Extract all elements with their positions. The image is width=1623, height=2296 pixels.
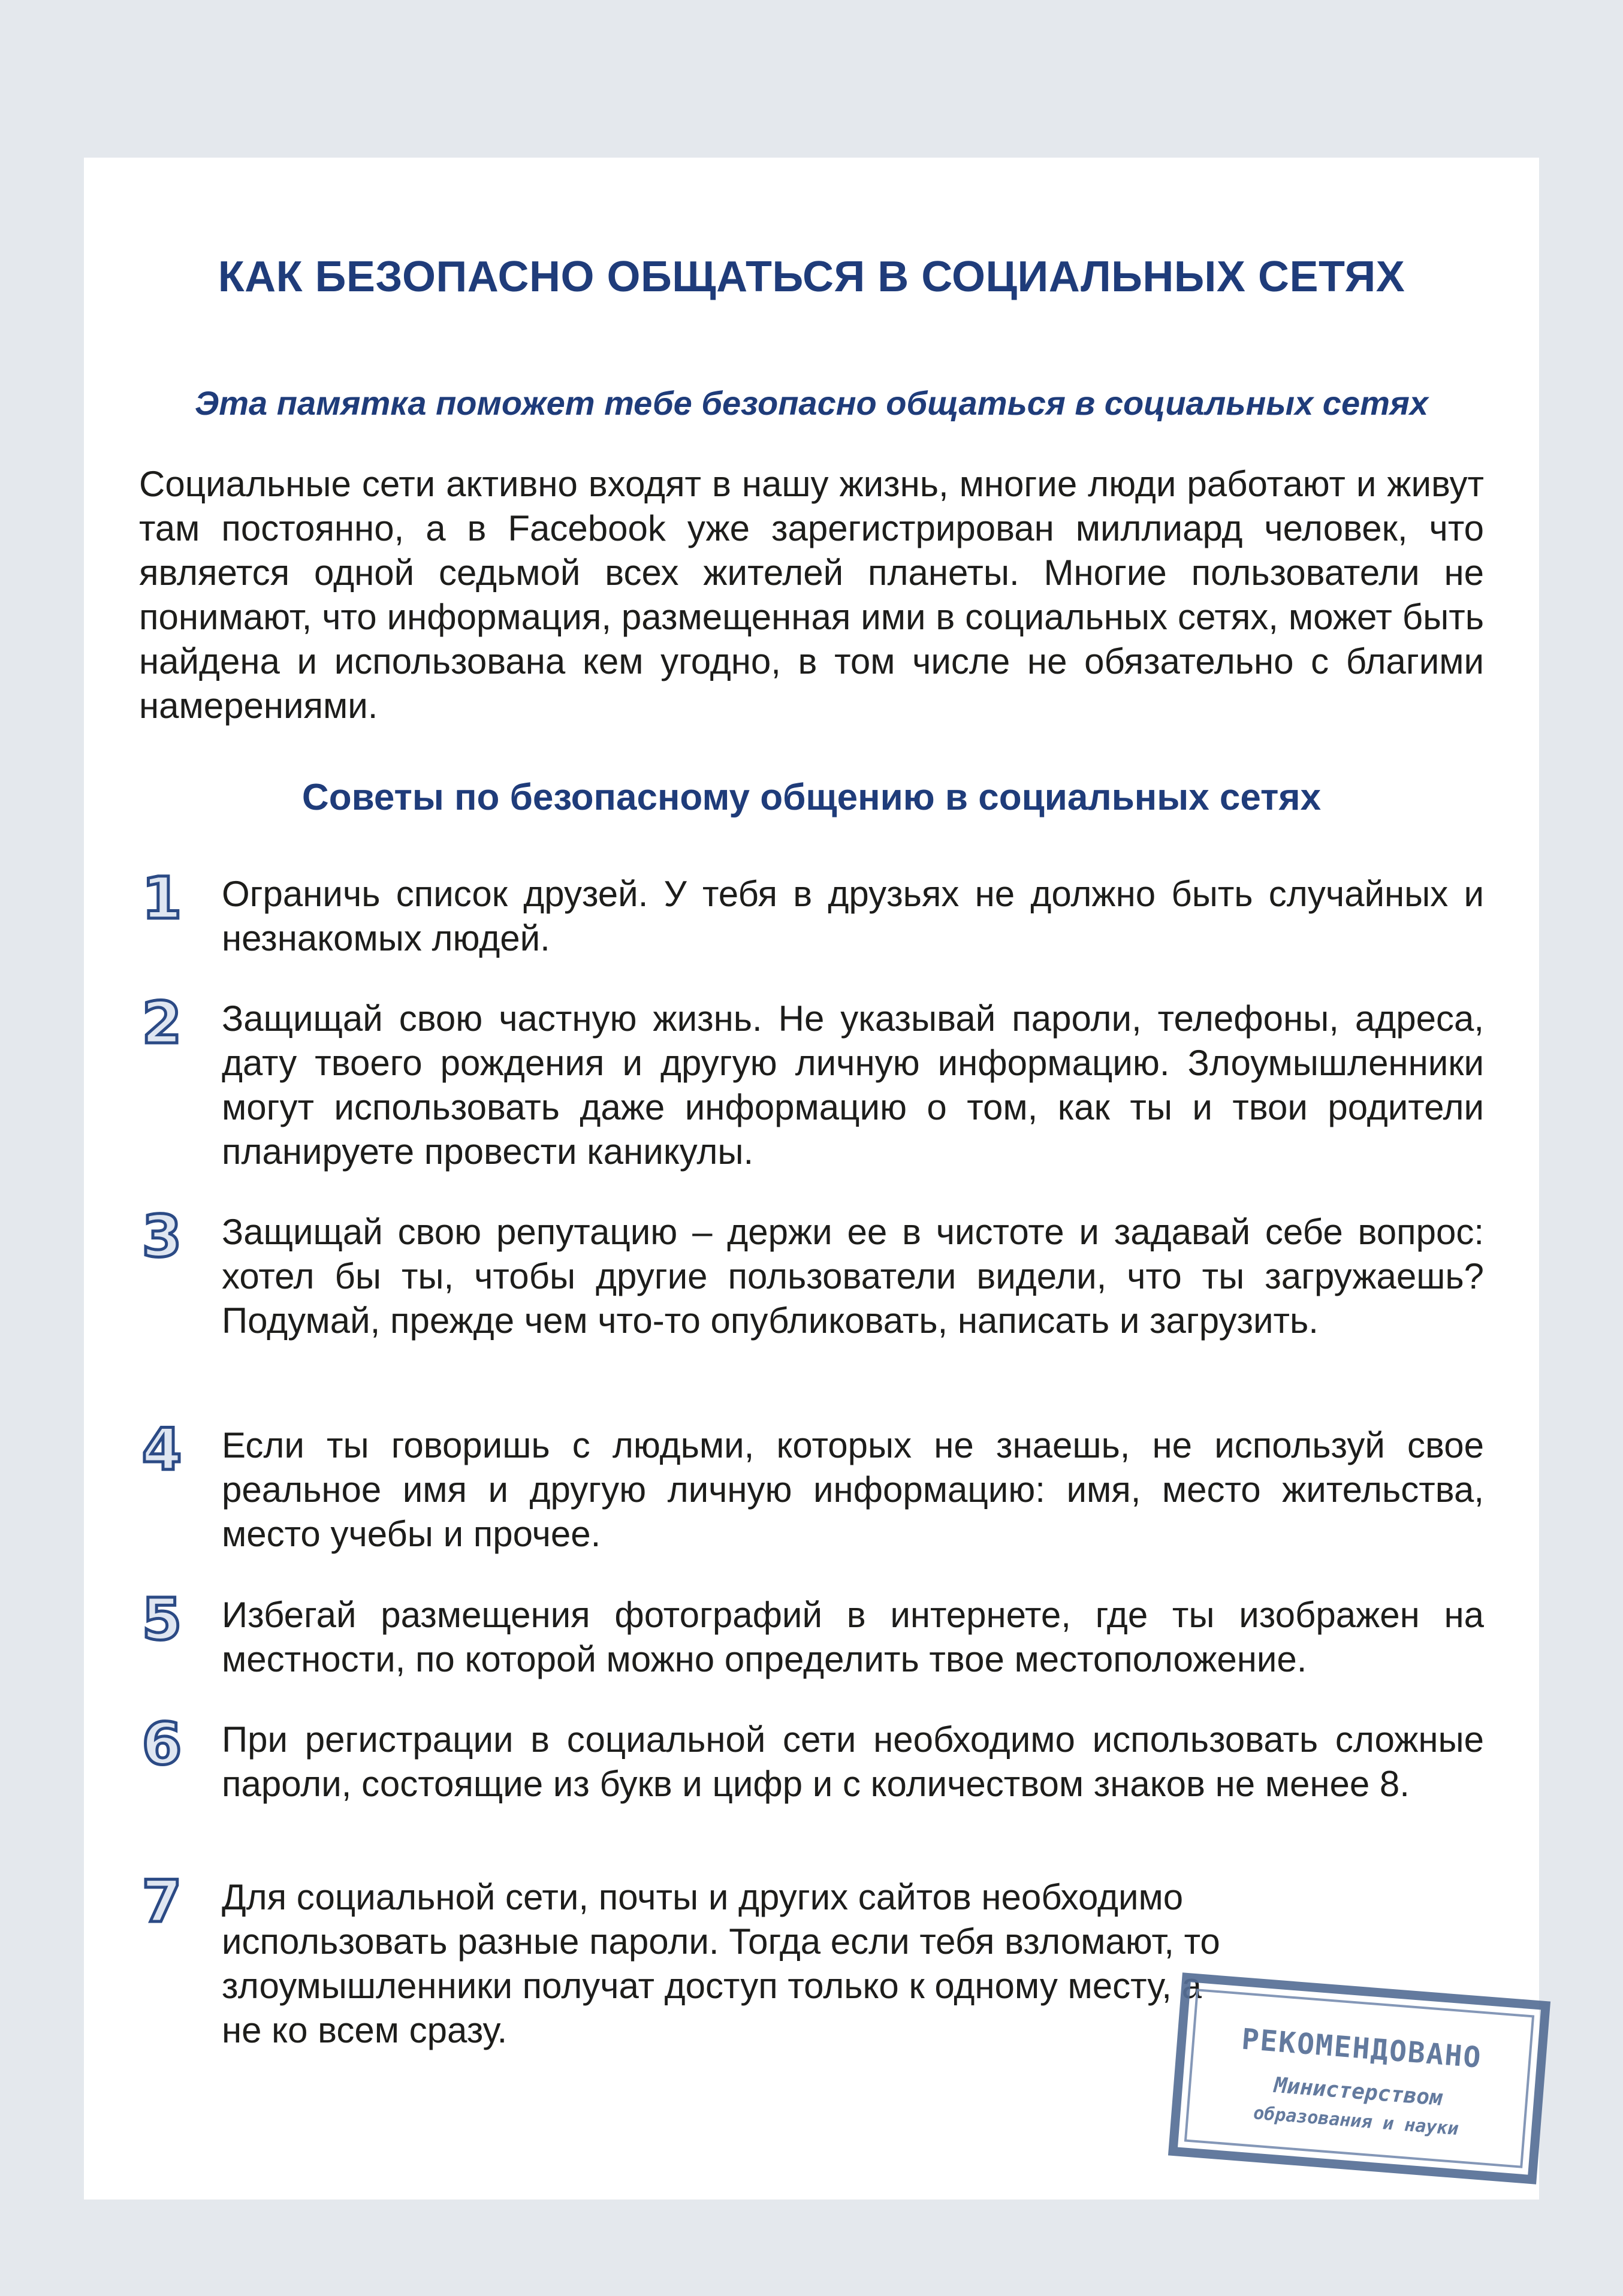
recommended-stamp: [1168, 1972, 1550, 2184]
tip-number-7: 7: [141, 1868, 182, 1935]
tip-text-1: Ограничь список друзей. У тебя в друзьях не должно быть случайных и незнакомых людей.: [222, 874, 1484, 958]
stamp-line-recommended: РЕКОМЕНДОВАНО: [1240, 2022, 1483, 2075]
tip-text-4: Если ты говоришь с людьми, которых не знаешь, не используй свое реальное имя и другую личную информацию: имя, место жительства, место учебы и прочее.: [222, 1425, 1484, 1554]
stamp-line-ministry: Министерством: [1273, 2072, 1444, 2111]
tip-text-7: Для социальной сети, почты и других сайтов необходимо использовать разные пароли. Тогда если тебя взломают, то злоумышленники получат доступ только к одному месту, а не ко всем сразу.: [222, 1877, 1220, 2050]
tip-number-5: 5: [141, 1586, 182, 1653]
tip-text-3: Защищай свою репутацию – держи ее в чистоте и задавай себе вопрос: хотел бы ты, чтобы другие пользователи видели, что ты загружаешь? Подумай, прежде чем что-то опубликовать, написать и загрузить.: [222, 1212, 1484, 1341]
tip-number-4: 4: [141, 1416, 182, 1483]
tip-number-2: 2: [141, 989, 182, 1057]
tip-number-3: 3: [141, 1203, 182, 1270]
intro-paragraph: Социальные сети активно входят в нашу жизнь, многие люди работают и живут там постоянно, а в Facebook уже зарегистрирован миллиард человек, что является одной седьмой всех жителей планеты. Многие пользователи не понимают, что информация, размещенная ими в социальных сетях, может быть найдена и использована кем угодно, в том числе не обязательно с благими намерениями.: [139, 464, 1484, 726]
tip-text-6: При регистрации в социальной сети необходимо использовать сложные пароли, состоящие из букв и цифр и с количеством знаков не менее 8.: [222, 1719, 1484, 1804]
leaflet-page: [84, 158, 1539, 2200]
tip-text-2: Защищай свою частную жизнь. Не указывай пароли, телефоны, адреса, дату твоего рождения и другую личную информацию. Злоумышленники могут использовать даже информацию о том, как ты и твои родители планируете провести каникулы.: [222, 998, 1484, 1172]
stamp-line-education: образования и науки: [1252, 2102, 1459, 2140]
tip-number-6: 6: [141, 1710, 182, 1778]
tip-number-1: 1: [141, 865, 182, 932]
page-title: КАК БЕЗОПАСНО ОБЩАТЬСЯ В СОЦИАЛЬНЫХ СЕТЯХ: [218, 253, 1405, 301]
page-subtitle: Эта памятка поможет тебе безопасно общаться в социальных сетях: [195, 384, 1428, 422]
tips-section-title: Советы по безопасному общению в социальных сетях: [301, 777, 1322, 818]
tip-text-5: Избегай размещения фотографий в интернете, где ты изображен на местности, по которой можно определить твое местоположение.: [222, 1595, 1484, 1679]
